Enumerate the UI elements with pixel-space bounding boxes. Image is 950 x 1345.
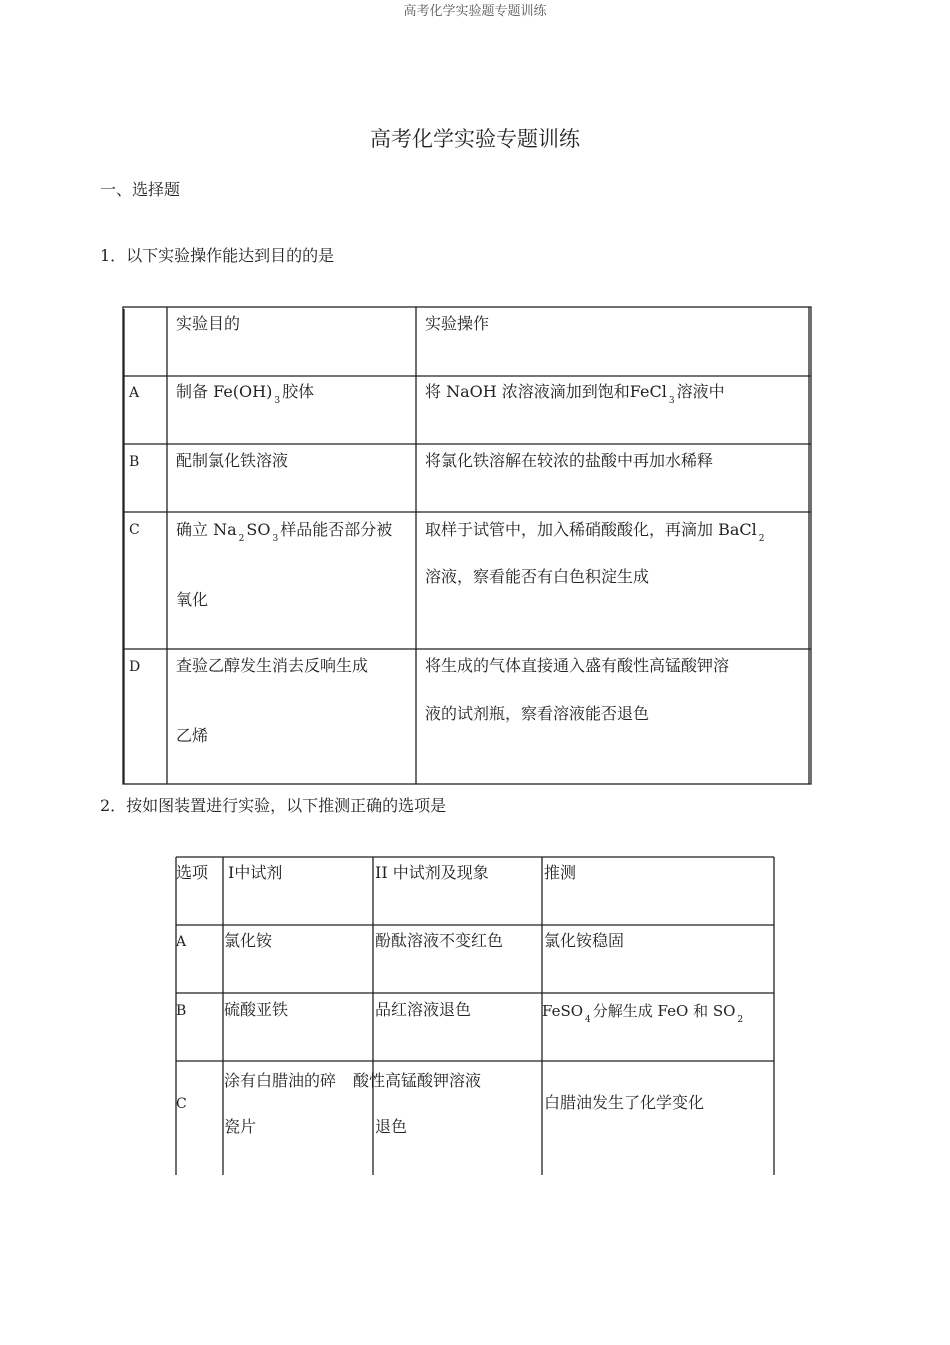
q2-row-c-reagent-1: 涂有白腊油的碎 [224, 1071, 337, 1090]
q2-row-b-reagent-1: 硫酸亚铁 [224, 1000, 289, 1019]
q1-row-c-operation: 取样于试管中，加入稀硝酸酸化，再滴加 BaCl $_2$ [425, 520, 765, 544]
q2-row-c-reagent-1-line2: 瓷片 [224, 1117, 257, 1136]
page-header: 高考化学实验题专题训练 [403, 4, 547, 19]
q1-row-c-letter: C [129, 522, 140, 538]
q1-row-d-operation: 将生成的气体直接通入盛有酸性高锰酸钾溶 [425, 656, 730, 675]
q2-header-reagent-2: II 中试剂及现象 [375, 863, 489, 882]
q1-row-d-operation-line2: 液的试剂瓶，察看溶液能否退色 [425, 704, 650, 723]
q2-row-b-inference: FeSO $_4$ 分解生成 FeO 和 SO $_2$ [542, 1002, 744, 1025]
q1-row-d-purpose-line2: 乙烯 [176, 726, 209, 745]
q2-row-c-reagent-2: 酸性高锰酸钾溶液 [353, 1071, 482, 1090]
q1-row-b-operation: 将氯化铁溶解在较浓的盐酸中再加水稀释 [425, 451, 714, 470]
q1-row-a-letter: A [129, 385, 140, 401]
page-title: 高考化学实验专题训练 [370, 127, 580, 151]
q1-row-d-purpose: 查验乙醇发生消去反响生成 [176, 656, 369, 675]
q1-header-purpose: 实验目的 [176, 314, 241, 333]
q1-row-a-operation: 将 NaOH 浓溶液滴加到饱和FeCl $_3$ 溶液中 [425, 382, 725, 406]
q2-header-inference: 推测 [544, 863, 577, 882]
section-heading: 一、选择题 [100, 180, 181, 199]
q2-row-a-letter: A [176, 934, 187, 950]
q1-row-a-purpose: 制备 Fe(OH) $_3$ 胶体 [176, 382, 315, 406]
question-1-stem: 1．以下实验操作能达到目的的是 [100, 246, 335, 265]
question-2-stem: 2．按如图装置进行实验，以下推测正确的选项是 [100, 796, 447, 815]
q1-row-d-letter: D [129, 659, 141, 675]
q2-row-b-letter: B [176, 1003, 187, 1019]
q2-row-c-letter: C [176, 1096, 187, 1112]
q2-row-a-reagent-2: 酚酞溶液不变红色 [375, 931, 504, 950]
q2-header-reagent-1: I中试剂 [228, 863, 283, 882]
q1-row-c-operation-line2: 溶液，察看能否有白色积淀生成 [425, 567, 650, 586]
q2-row-c-inference: 白腊油发生了化学变化 [544, 1093, 705, 1112]
q1-row-b-purpose: 配制氯化铁溶液 [176, 451, 289, 470]
q2-header-option: 选项 [176, 863, 209, 882]
q2-row-a-reagent-1: 氯化铵 [224, 931, 273, 950]
q1-row-c-purpose-line2: 氧化 [176, 590, 209, 609]
q2-row-b-reagent-2: 品红溶液退色 [375, 1000, 472, 1019]
q1-row-b-letter: B [129, 454, 140, 470]
q1-header-operation: 实验操作 [425, 314, 490, 333]
q2-row-a-inference: 氯化铵稳固 [544, 931, 625, 950]
q2-row-c-reagent-2-line2: 退色 [375, 1117, 408, 1136]
q1-row-c-purpose: 确立 Na $_2$ SO $_3$ 样品能否部分被 [176, 520, 393, 544]
